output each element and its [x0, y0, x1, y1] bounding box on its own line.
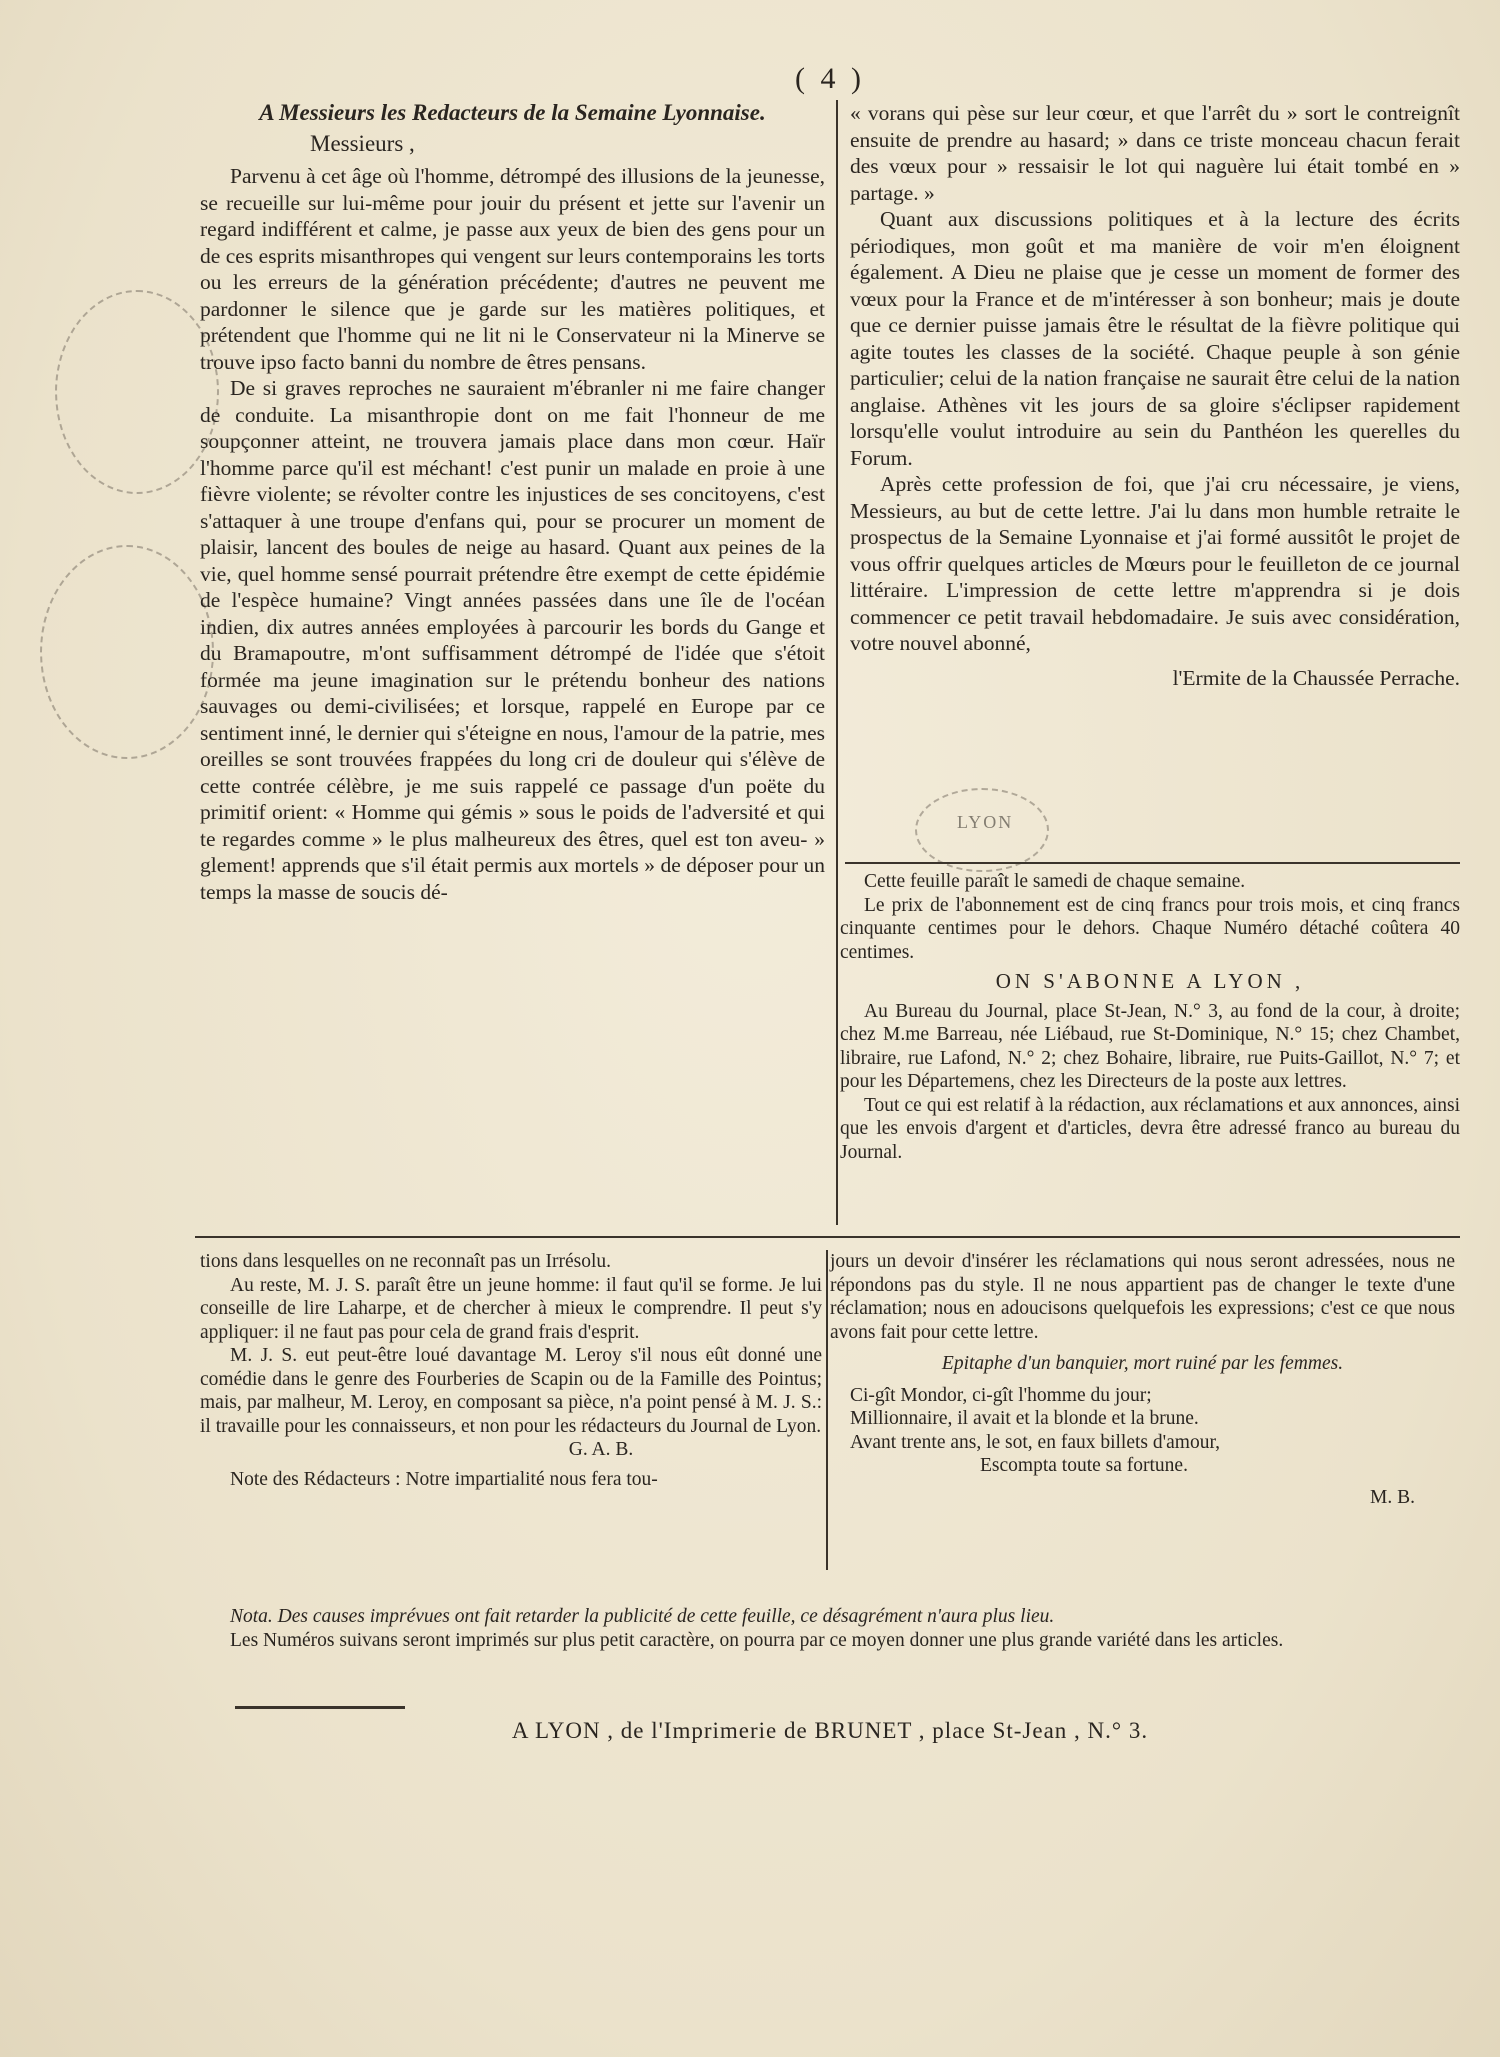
column-divider: [836, 100, 838, 1225]
imprint-rule: [235, 1706, 405, 1709]
poem-line-1: Ci-gît Mondor, ci-gît l'homme du jour;: [850, 1384, 1152, 1406]
letter-title: A Messieurs les Redacteurs de la Semaine Lyonnaise.: [259, 100, 766, 125]
imprint-line: A LYON , de l'Imprimerie de BRUNET , place St-Jean , N.° 3.: [511, 1718, 1149, 1743]
letter-column-right: [850, 100, 1460, 691]
poem-line-3: Avant trente ans, le sot, en faux billets d'amour,: [850, 1431, 1221, 1453]
poem-line-4: Escompta toute sa fortune.: [980, 1455, 1188, 1476]
letter-column-left: [200, 100, 825, 905]
letter-salutation: Messieurs ,: [310, 130, 415, 156]
nota-paragraph-1: Nota. Des causes imprévues ont fait retarder la publicité de cette feuille, ce désagrément n'aura plus lieu.: [230, 1606, 1055, 1627]
library-stamp-lower: [40, 545, 214, 759]
epitaph-signature: M. B.: [1370, 1486, 1415, 1508]
letter-paragraph-4: Après cette profession de foi, que j'ai cru nécessaire, je viens, Messieurs, au but de cette lettre. J'ai lu dans mon humble retraite le prospectus de la Semaine Lyonnaise et j'ai formé aussitôt le projet de vous offrir quelques articles de Mœurs pour le feuilleton de ce journal littéraire. L'impression de cette lettre m'apprendra si je dois commencer ce petit travail hebdomadaire. Je suis avec considération, votre nouvel abonné,: [850, 472, 1460, 655]
feuilleton-left-paragraph-1: tions dans lesquelles on ne reconnaît pas un Irrésolu.: [200, 1251, 612, 1272]
feuilleton-left-paragraph-2: Au reste, M. J. S. paraît être un jeune homme: il faut qu'il se forme. Je lui conseille de lire Laharpe, et de chercher à mieux le comprendre. Il peut s'y appliquer: il ne faut pas pour cela de grand frais d'esprit.: [200, 1274, 822, 1343]
subscription-info: [840, 870, 1460, 1164]
poem-line-2: Millionnaire, il avait et la blonde et la brune.: [850, 1408, 1199, 1429]
postmark-text: LYON: [957, 812, 1014, 832]
feuilleton-left-signature: G. A. B.: [568, 1439, 634, 1460]
nota-block: [200, 1605, 1460, 1652]
letter-paragraph-1: Parvenu à cet âge où l'homme, détrompé des illusions de la jeunesse, se recueille sur lui-même pour jouir du présent et jette sur l'avenir un regard indifférent et calme, je passe aux yeux de bien des gens pour un de ces esprits misanthropes qui vengent sur leurs contemporains les torts ou les erreurs de la génération précédente; d'autres ne peuvent me pardonner le silence que je garde sur les matières politiques, et prétendent que l'homme qui ne lit ni le Conservateur ni la Minerve se trouve ipso facto banni du nombre de êtres pensans.: [200, 164, 825, 374]
letter-signature: l'Ermite de la Chaussée Perrache.: [1172, 665, 1460, 690]
subscription-price: Le prix de l'abonnement est de cinq francs pour trois mois, et cinq francs cinquante centimes pour le dehors. Chaque Numéro détaché coûtera 40 centimes.: [840, 894, 1460, 963]
feuilleton-right-paragraph-1: jours un devoir d'insérer les réclamations qui nous seront adressées, nous ne répondons pas du style. Il ne nous appartient pas de changer le texte d'une réclamation; nous en adoucisons quelquefois les expressions; c'est ce que nous avons fait pour cette lettre.: [830, 1251, 1455, 1343]
postmark-stamp: [915, 788, 1049, 872]
letter-paragraph-3: Quant aux discussions politiques et à la lecture des écrits périodiques, mon goût et ma manière de voir m'en éloignent également. A Dieu ne plaise que je cesse un moment de former des vœux pour la France et de m'intéresser à son bonheur; mais je doute que ce dernier puisse jamais être le résultat de la fièvre politique qui agite toutes les classes de la société. Chaque peuple à son génie particulier; celui de la nation française ne saurait être celui de la nation anglaise. Athènes vit les jours de sa gloire s'éclipser rapidement lorsqu'elle voulut introduire au sein du Panthéon les querelles du Forum.: [850, 207, 1460, 470]
letter-quote-continued: « vorans qui pèse sur leur cœur, et que l'arrêt du » sort le contreignît ensuite de prendre au hasard; » dans ce triste monceau chacun ferait des vœux pour » ressaisir le lot qui naguère lui était tombé en » partage. »: [850, 101, 1460, 205]
subscription-addresses: Au Bureau du Journal, place St-Jean, N.° 3, au fond de la cour, à droite; chez M.me Barreau, née Liébaud, rue St-Dominique, N.° 15; chez Chambet, libraire, rue Lafond, N.° 2; chez Bohaire, libraire, rue Puits-Gaillot, N.° 7; et pour les Départemens, chez les Directeurs de la poste aux lettres.: [840, 1000, 1460, 1092]
page-number: ( 4 ): [795, 62, 865, 95]
feuilleton-column-right: [830, 1250, 1455, 1509]
subscription-rule: [845, 862, 1460, 864]
subscription-frequency: Cette feuille paraît le samedi de chaque semaine.: [864, 871, 1246, 892]
editors-note: Note des Rédacteurs : Notre impartialité nous fera tou-: [230, 1468, 658, 1490]
letter-paragraph-2: De si graves reproches ne sauraient m'ébranler ni me faire changer de conduite. La misanthropie dont on me fait l'honneur de me soupçonner atteint, ne trouvera jamais place dans mon cœur. Haïr l'homme parce qu'il est méchant! c'est punir un malade en proie à une fièvre violente; se révolter contre les injustices de ses concitoyens, c'est s'attaquer à une troupe d'enfans qui, pour se procurer un moment de plaisir, lancent des boules de neige au hasard. Quant aux peines de la vie, quel homme sensé pourrait prétendre être exempt de cette épidémie de l'espèce humaine? Vingt années passées dans une île de l'océan indien, dix autres années employées à parcourir les bords du Gange et du Bramapoutre, m'ont suffisamment détrompé de l'idée que s'étoit formée ma jeune imagination sur le prétendu bonheur des nations sauvages ou demi-civilisées; et lorsque, rappelé en Europe par ce sentiment inné, le dernier qui s'éteigne en nous, l'amour de la patrie, mes oreilles se sont trouvées frappées du long cri de douleur qui s'élève de cette contrée célèbre, je me suis rappelé ce passage d'un poëte du primitif orient: « Homme qui gémis » sous le poids de l'adversité et qui te regardes comme » le plus malheureux des êtres, quel est ton aveu- » glement! apprends que s'il était permis aux mortels » de déposer pour un temps la masse de soucis dé-: [200, 376, 825, 904]
subscription-correspondence: Tout ce qui est relatif à la rédaction, aux réclamations et aux annonces, ainsi que les envois d'argent et d'articles, devra être adressé franco au bureau du Journal.: [840, 1094, 1460, 1163]
nota-paragraph-2: Les Numéros suivans seront imprimés sur plus petit caractère, on pourra par ce moyen donner une plus grande variété dans les articles.: [230, 1629, 1284, 1651]
feuilleton-rule: [195, 1236, 1460, 1238]
feuilleton-left-paragraph-3: M. J. S. eut peut-être loué davantage M. Leroy s'il nous eût donné une comédie dans le genre des Fourberies de Scapin ou de la Famille des Pointus; mais, par malheur, M. Leroy, en composant sa pièce, n'a point pensé à M. J. S.: il travaille pour les connaisseurs, et non pour les rédacteurs du Journal de Lyon.: [200, 1345, 822, 1437]
subscription-heading: ON S'ABONNE A LYON ,: [995, 969, 1305, 993]
library-stamp-upper: [55, 290, 219, 494]
feuilleton-divider: [826, 1250, 828, 1570]
feuilleton-column-left: [200, 1250, 822, 1491]
epitaph-title: Epitaphe d'un banquier, mort ruiné par les femmes.: [941, 1353, 1344, 1374]
